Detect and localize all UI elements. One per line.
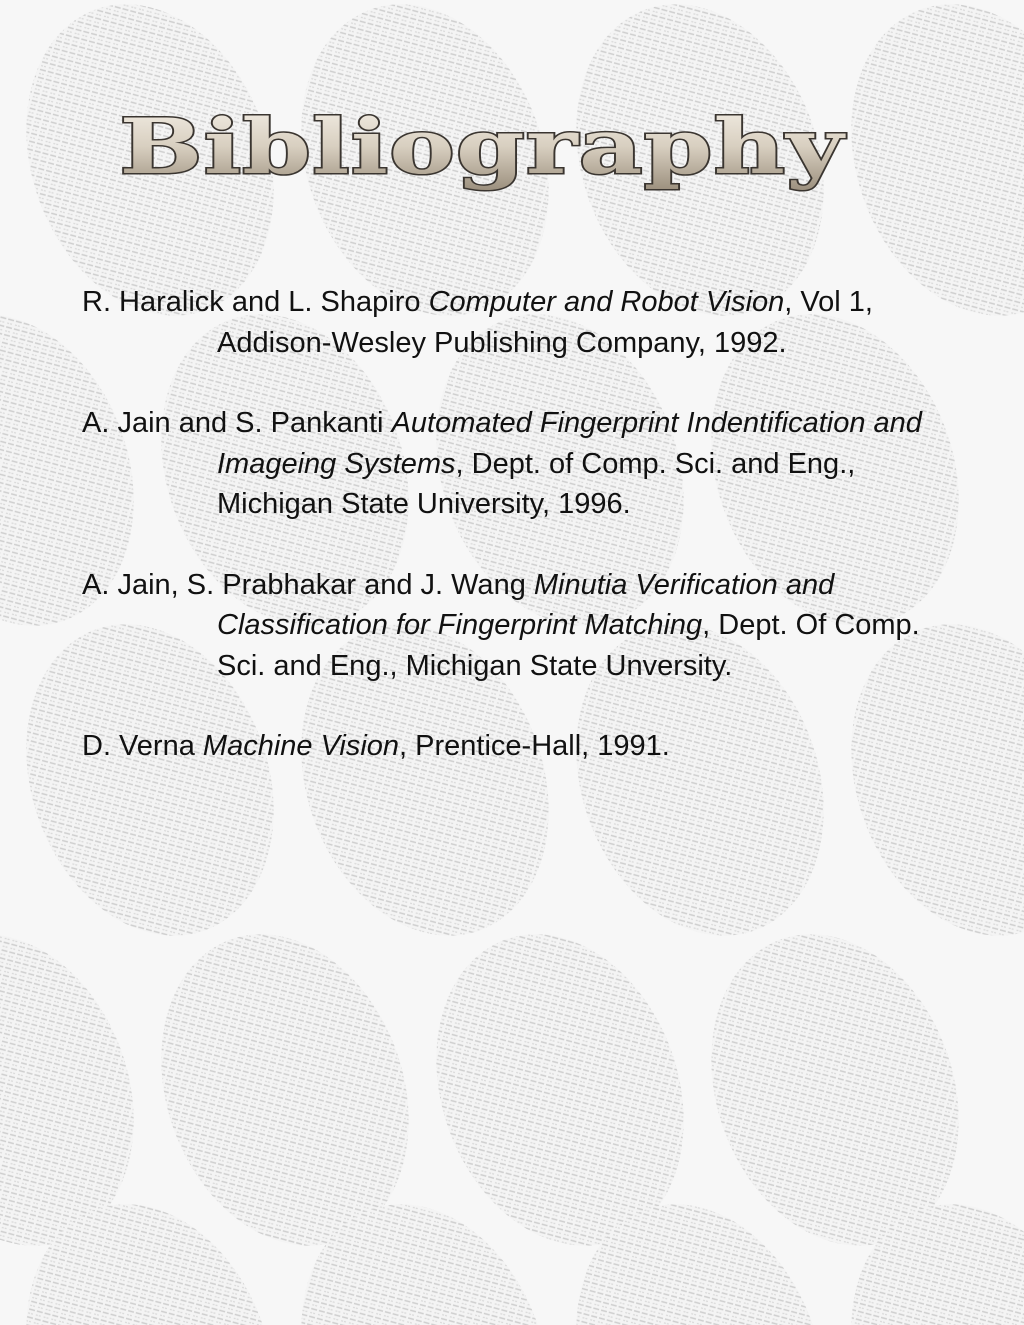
reference-title: Minutia Verification and Classification for Fingerprint Matching bbox=[217, 568, 835, 641]
reference-entry bbox=[82, 726, 962, 767]
title-banner bbox=[110, 95, 855, 195]
reference-entry bbox=[82, 565, 962, 687]
reference-details: , Dept. of Comp. Sci. and Eng., Michigan State University, 1996. bbox=[217, 447, 856, 520]
reference-authors: A. Jain, S. Prabhakar and J. Wang bbox=[82, 568, 526, 601]
reference-entry bbox=[82, 282, 962, 363]
reference-details: , Vol 1, Addison-Wesley Publishing Company, 1992. bbox=[217, 286, 873, 359]
reference-list bbox=[82, 282, 962, 807]
reference-authors: R. Haralick and L. Shapiro bbox=[82, 286, 421, 318]
reference-details: , Dept. Of Comp. Sci. and Eng., Michigan State Unversity. bbox=[217, 609, 920, 682]
reference-title: Machine Vision bbox=[202, 730, 400, 762]
page-title: Bibliography bbox=[119, 102, 846, 191]
reference-title: Automated Fingerprint Indentification and Imageing Systems bbox=[217, 407, 922, 480]
reference-title: Computer and Robot Vision bbox=[428, 286, 785, 318]
reference-authors: D. Verna bbox=[82, 730, 195, 762]
reference-authors: A. Jain and S. Pankanti bbox=[82, 407, 384, 439]
reference-entry bbox=[82, 403, 962, 525]
reference-details: , Prentice-Hall, 1991. bbox=[399, 730, 670, 762]
